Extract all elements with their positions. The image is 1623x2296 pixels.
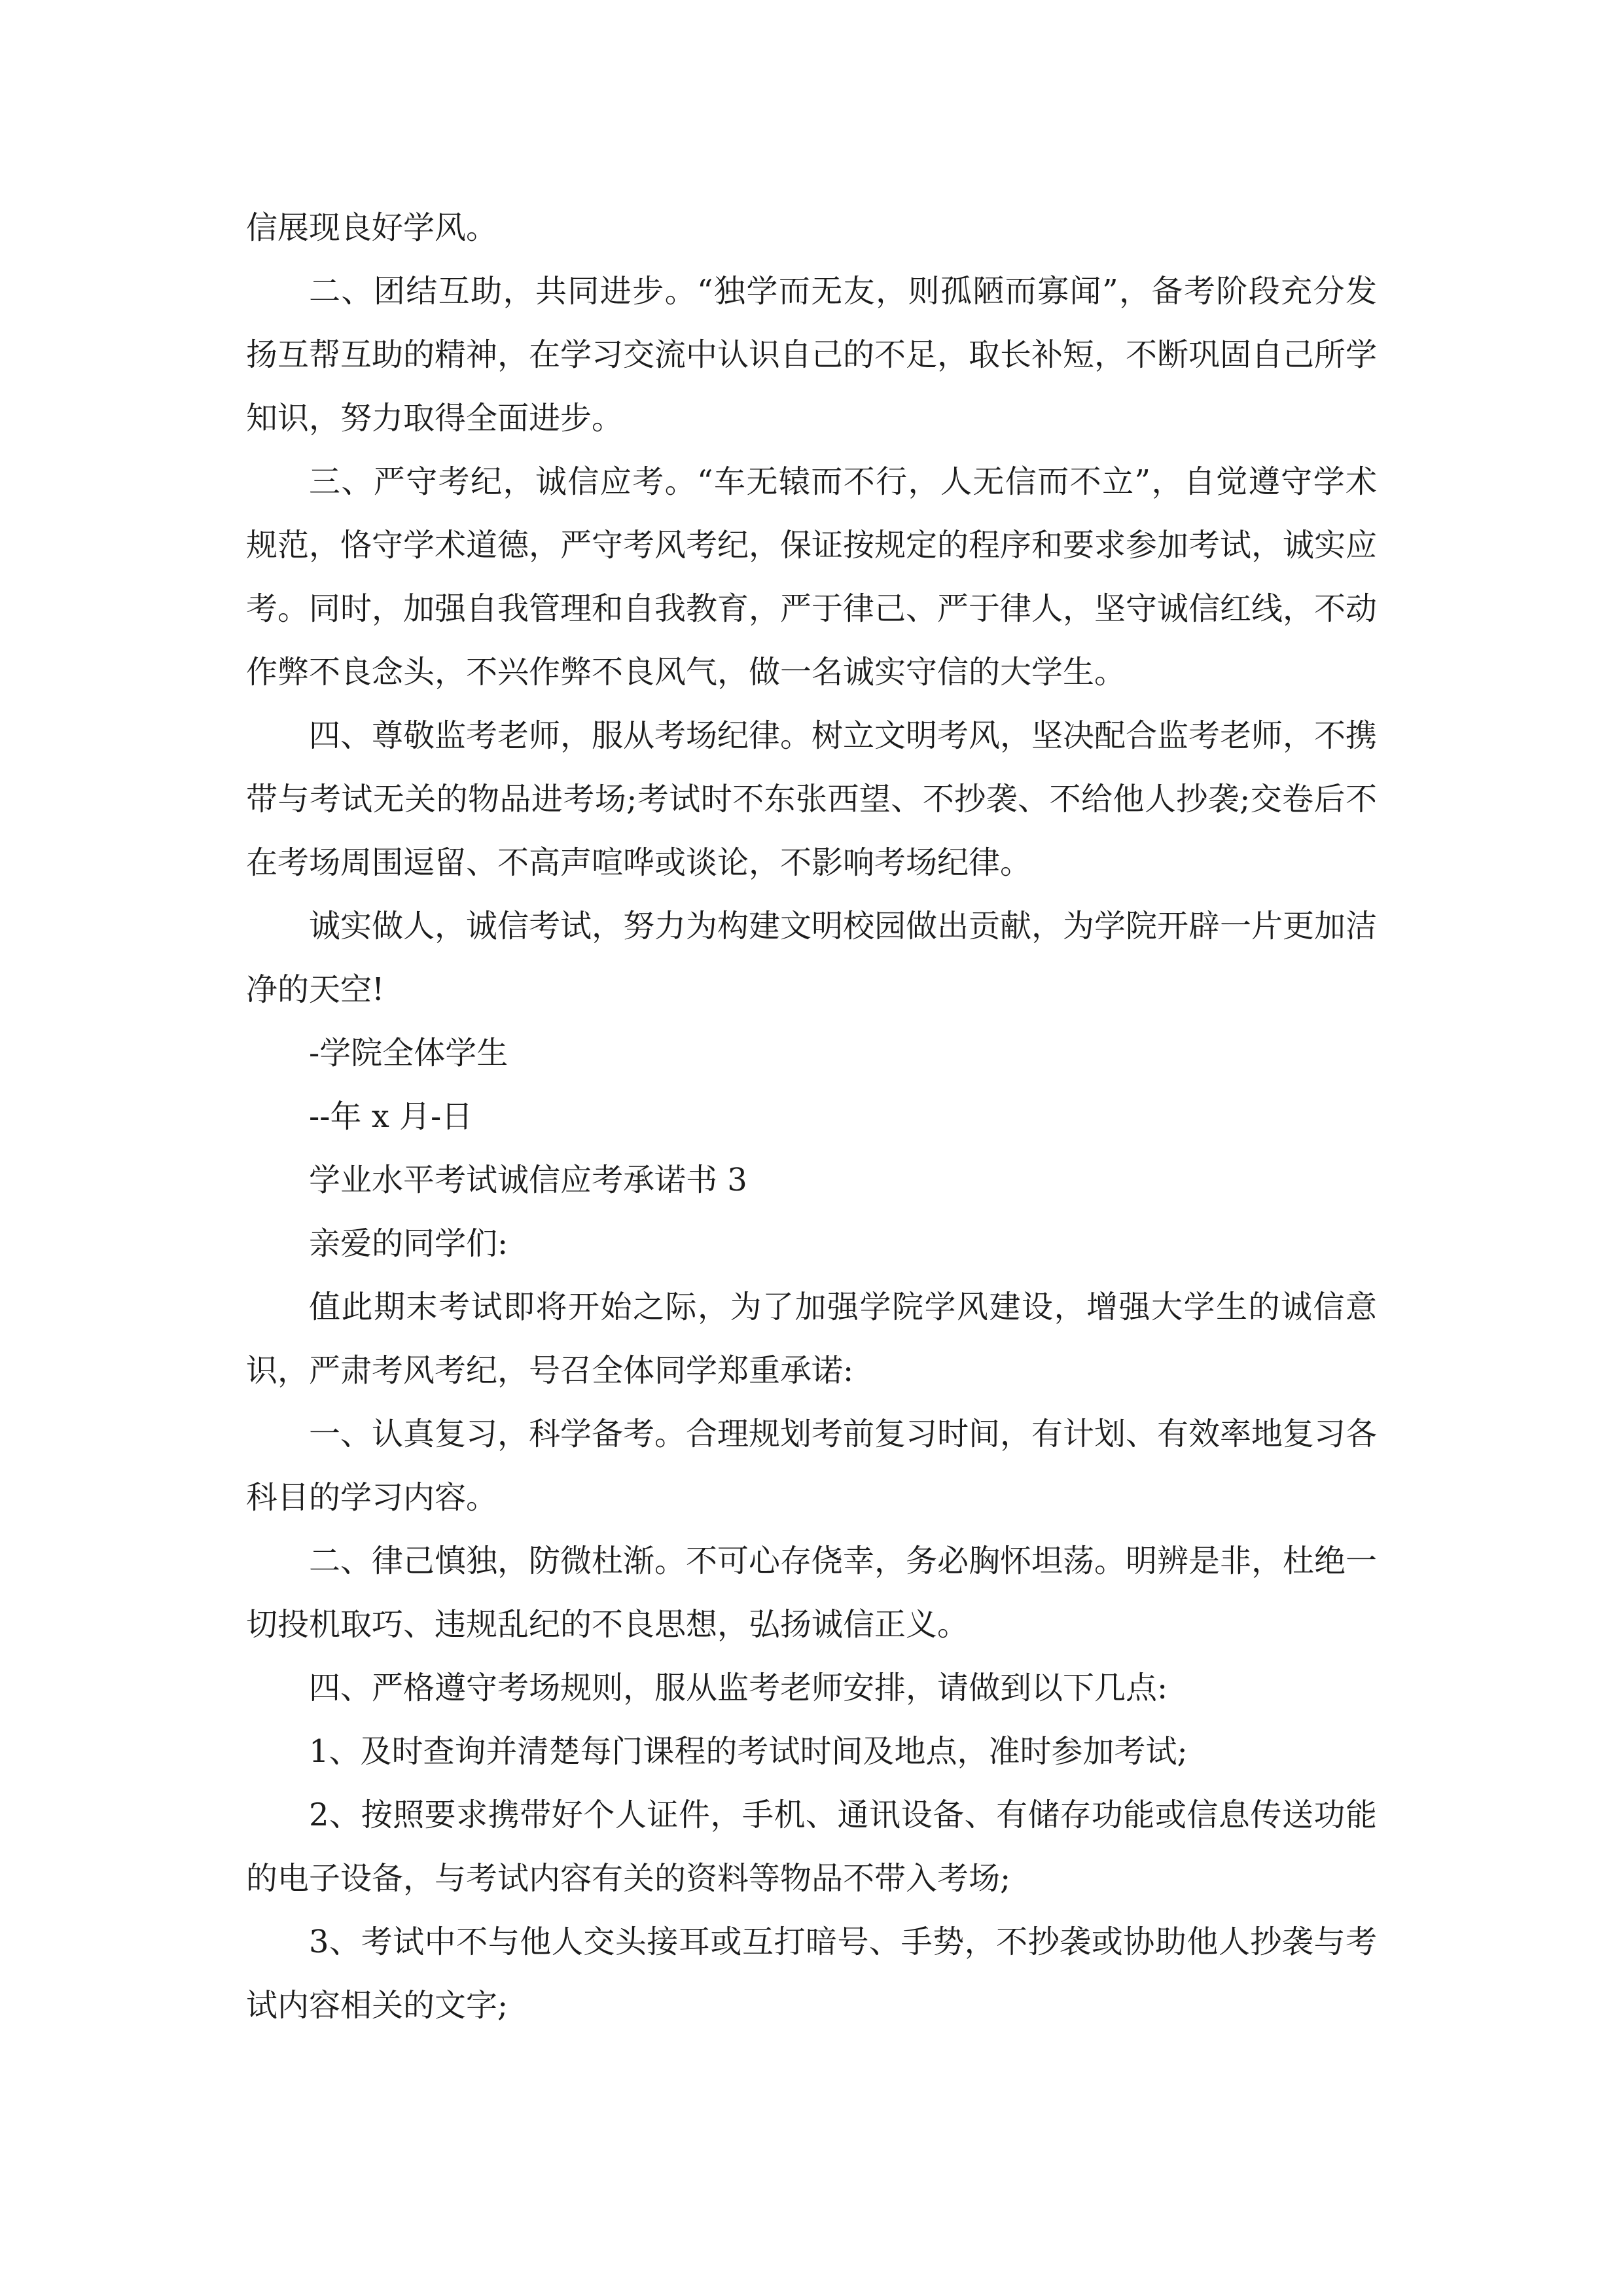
paragraph-self-discipline: 二、律己慎独，防微杜渐。不可心存侥幸，务必胸怀坦荡。明辨是非，杜绝一切投机取巧、违规乱纪的不良思想，弘扬诚信正义。 bbox=[246, 1543, 1378, 1643]
list-item-3: 3、考试中不与他人交头接耳或互打暗号、手势，不抄袭或协助他人抄袭与考试内容相关的文字; bbox=[246, 1924, 1377, 2024]
paragraph-continuation: 信展现良好学风。 bbox=[246, 209, 498, 246]
paragraph-discipline: 三、严守考纪，诚信应考。“车无辕而不行，人无信而不立”，自觉遵守学术规范，恪守学术道德，严守考风考纪，保证按规定的程序和要求参加考试，诚实应考。同时，加强自我管理和自我教育，严于律己、严于律人，坚守诚信红线，不动作弊不良念头，不兴作弊不良风气，做一名诚实守信的大学生。 bbox=[246, 463, 1378, 691]
paragraph-respect-proctors: 四、尊敬监考老师，服从考场纪律。树立文明考风，坚决配合监考老师，不携带与考试无关的物品进考场;考试时不东张西望、不抄袭、不给他人抄袭;交卷后不在考场周围逗留、不高声喧哗或谈论，不影响考场纪律。 bbox=[246, 717, 1378, 881]
salutation: 亲爱的同学们: bbox=[309, 1225, 508, 1262]
paragraph-closing: 诚实做人，诚信考试，努力为构建文明校园做出贡献，为学院开辟一片更加洁净的天空! bbox=[246, 908, 1378, 1008]
section-title: 学业水平考试诚信应考承诺书 3 bbox=[309, 1162, 747, 1198]
signature-line: -学院全体学生 bbox=[309, 1035, 508, 1071]
paragraph-exam-rules: 四、严格遵守考场规则，服从监考老师安排，请做到以下几点: bbox=[309, 1670, 1168, 1706]
list-item-1: 1、及时查询并清楚每门课程的考试时间及地点，准时参加考试; bbox=[309, 1733, 1188, 1770]
date-line: --年 x 月-日 bbox=[309, 1098, 473, 1135]
list-item-2: 2、按照要求携带好个人证件，手机、通讯设备、有储存功能或信息传送功能的电子设备，与考试内容有关的资料等物品不带入考场; bbox=[246, 1797, 1377, 1897]
document-body bbox=[246, 196, 1377, 2037]
paragraph-review: 一、认真复习，科学备考。合理规划考前复习时间，有计划、有效率地复习各科目的学习内容。 bbox=[246, 1416, 1378, 1516]
paragraph-intro: 值此期末考试即将开始之际，为了加强学院学风建设，增强大学生的诚信意识，严肃考风考纪，号召全体同学郑重承诺: bbox=[246, 1289, 1377, 1389]
paragraph-unity: 二、团结互助，共同进步。“独学而无友，则孤陋而寡闻”，备考阶段充分发扬互帮互助的精神，在学习交流中认识自己的不足，取长补短，不断巩固自己所学知识，努力取得全面进步。 bbox=[246, 273, 1378, 437]
